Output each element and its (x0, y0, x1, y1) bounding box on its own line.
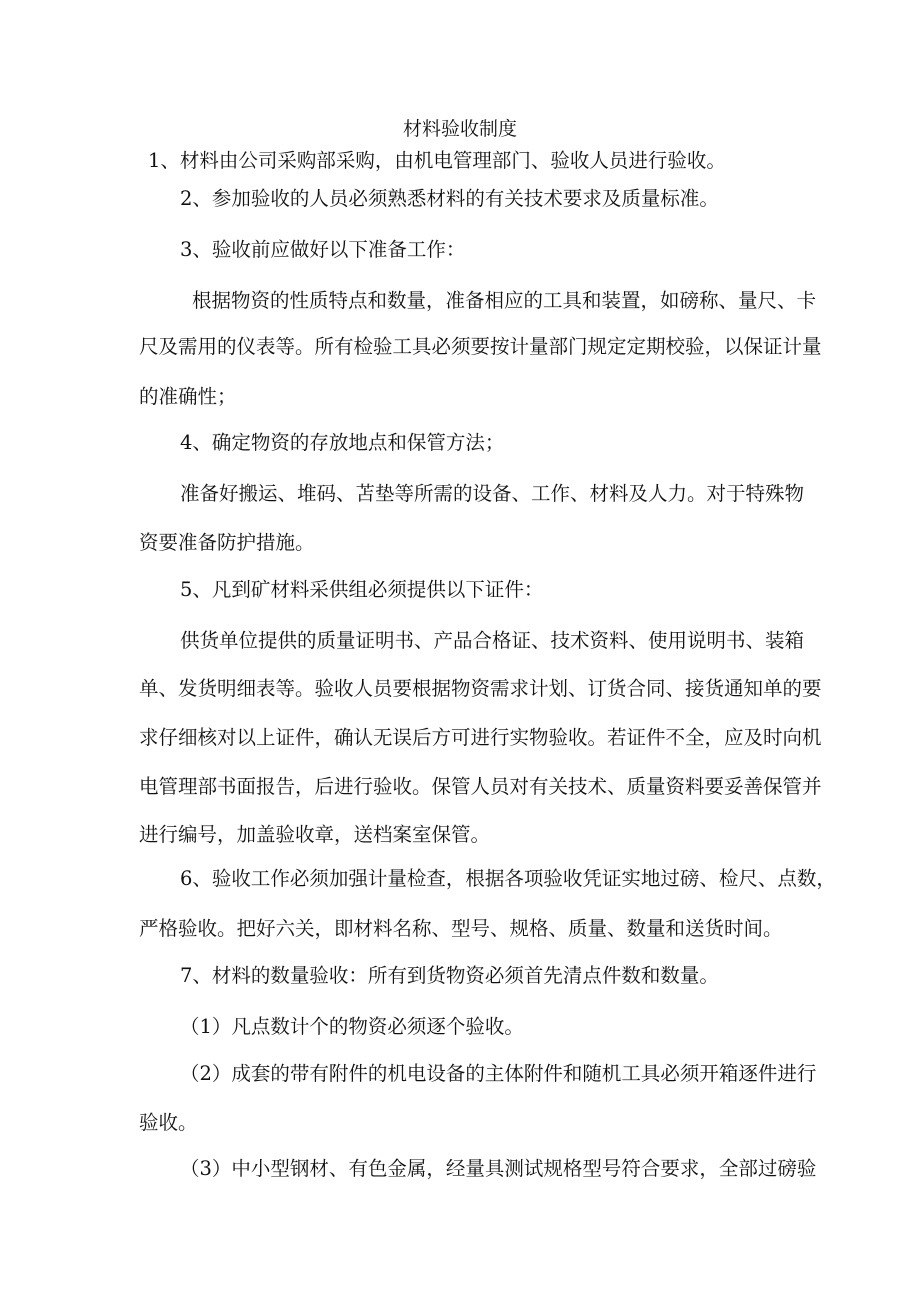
text-line-2: 2、参加验收的人员必须熟悉材料的有关技术要求及质量标准。 (180, 187, 719, 210)
text-line-10: 5、凡到矿材料采供组必须提供以下证件： (180, 578, 544, 601)
text-line-18: 7、材料的数量验收：所有到货物资必须首先清点件数和数量。 (180, 964, 719, 987)
text-line-12: 单、发货明细表等。验收人员要根据物资需求计划、订货合同、接货通知单的要 (139, 677, 822, 700)
text-line-15: 进行编号，加盖验收章，送档案室保管。 (139, 823, 491, 846)
text-line-3: 3、验收前应做好以下准备工作： (180, 238, 466, 261)
document-title: 材料验收制度 (402, 118, 517, 140)
text-line-19: （1）凡点数计个的物资必须逐个验收。 (180, 1015, 524, 1038)
text-line-4: 根据物资的性质特点和数量，准备相应的工具和装置，如磅称、量尺、卡 (192, 289, 817, 312)
text-line-7: 4、确定物资的存放地点和保管方法； (180, 431, 505, 454)
text-line-6: 的准确性； (139, 385, 237, 408)
text-line-9: 资要准备防护措施。 (139, 531, 315, 554)
text-line-13: 求仔细核对以上证件，确认无误后方可进行实物验收。若证件不全，应及时向机 (139, 726, 822, 749)
text-line-1: 1、材料由公司采购部采购，由机电管理部门、验收人员进行验收。 (148, 149, 726, 172)
text-line-11: 供货单位提供的质量证明书、产品合格证、技术资料、使用说明书、装箱 (180, 629, 805, 652)
text-line-14: 电管理部书面报告，后进行验收。保管人员对有关技术、质量资料要妥善保管并 (139, 775, 822, 798)
text-line-20: （2）成套的带有附件的机电设备的主体附件和随机工具必须开箱逐件进行 (180, 1062, 817, 1085)
text-line-22: （3）中小型钢材、有色金属，经量具测试规格型号符合要求，全部过磅验 (180, 1157, 817, 1180)
text-line-16: 6、验收工作必须加强计量检查，根据各项验收凭证实地过磅、检尺、点数， (180, 867, 836, 890)
text-line-5: 尺及需用的仪表等。所有检验工具必须要按计量部门规定定期校验，以保证计量 (139, 335, 822, 358)
text-line-21: 验收。 (139, 1111, 198, 1134)
text-line-8: 准备好搬运、堆码、苫垫等所需的设备、工作、材料及人力。对于特殊物 (180, 482, 805, 505)
text-line-17: 严格验收。把好六关，即材料名称、型号、规格、质量、数量和送货时间。 (139, 917, 783, 940)
